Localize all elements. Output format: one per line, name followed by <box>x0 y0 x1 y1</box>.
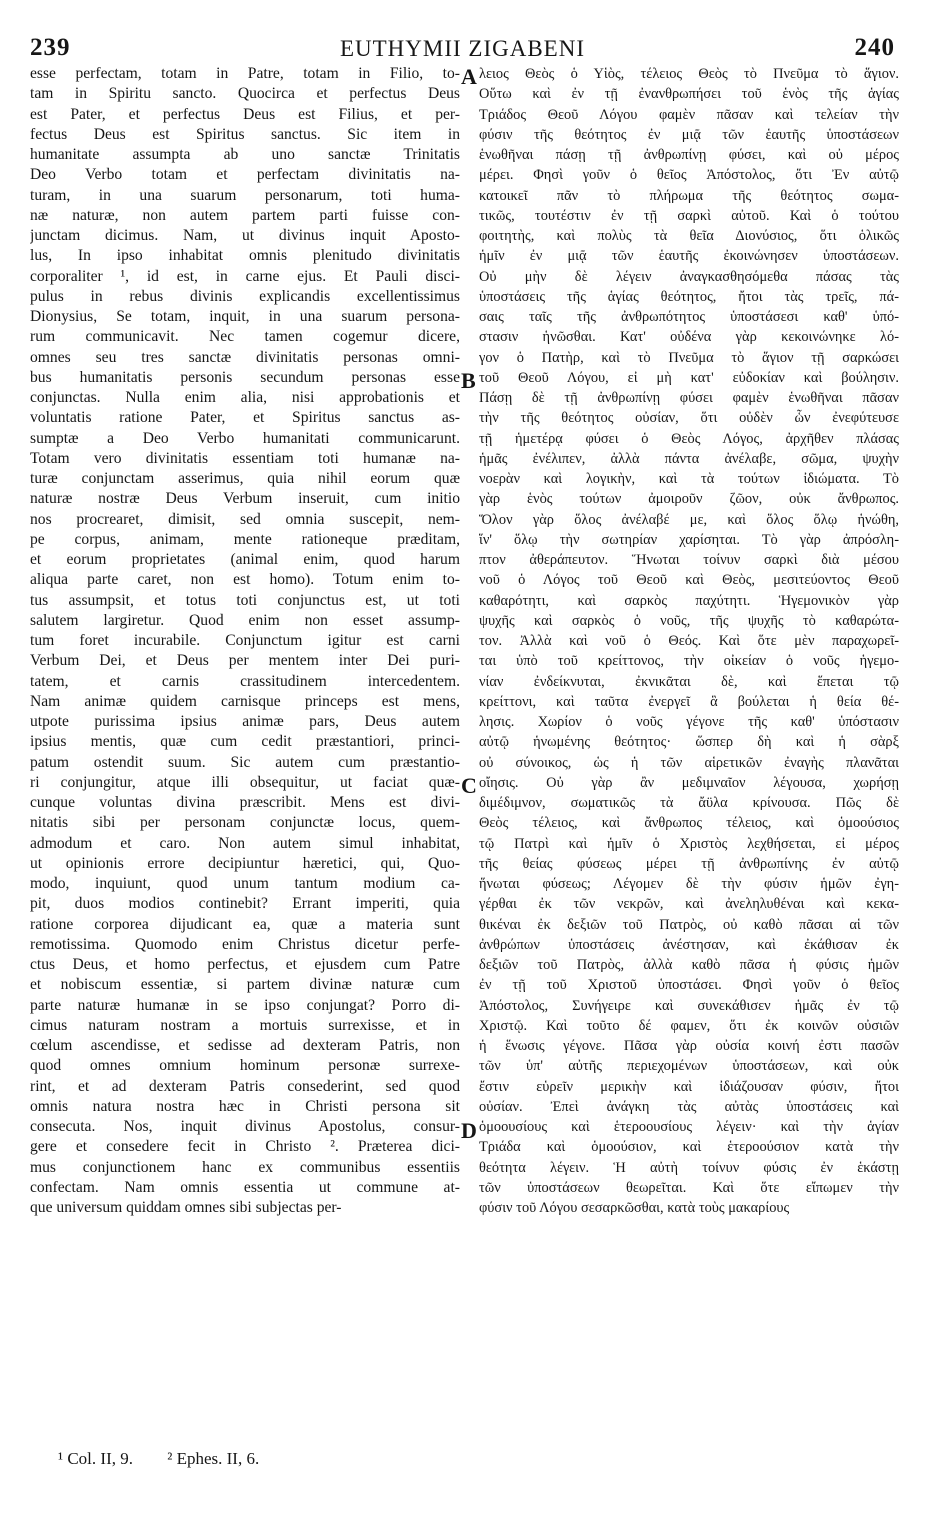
latin-text-line: turæ conjunctam asserimus, quia nihil eorum quæ <box>30 470 460 487</box>
margin-letter-a: A <box>461 64 477 89</box>
latin-text-line: tam in Spiritu sancto. Quocirca et perfectus Deus <box>30 85 460 103</box>
greek-text-line: φοιτητὴς, καὶ πολὺς τὰ θεῖα Διονύσιος, ὅτι ὁλικῶς <box>479 228 899 244</box>
greek-text-line: οὐ σύνοικος, ὡς ἡ τῶν αἱρετικῶν ἐναγὴς πλανᾶται <box>479 754 899 771</box>
latin-text-line: cunque voluntas divina præscribit. Mens est divi- <box>30 794 460 811</box>
greek-text-line: τικῶς, τουτέστιν ἐν τῇ σαρκὶ αὐτοῦ. Καὶ ὁ τούτου <box>479 207 899 224</box>
latin-text-line: tum foret incurabile. Conjunctum igitur est carni <box>30 632 460 649</box>
latin-text-line: Verbum Dei, et Deus per mentem inter Dei puri- <box>30 652 460 670</box>
running-title: EUTHYMII ZIGABENI <box>339 36 586 61</box>
latin-text-line: parte naturæ humanæ in se ipso conjungat? Porro di- <box>30 996 460 1014</box>
latin-text-line: ri conjungitur, atque illi obsequitur, ut faciat quæ- <box>30 773 460 791</box>
greek-text-line: ἡμῖν ἐν μιᾷ τῶν ἑαυτῆς ἐκοινώνησεν ὑποστάσεων. <box>479 248 899 265</box>
greek-text-line: ἔστιν εὑρεῖν μερικὴν καὶ ἰδιάζουσαν φύσιν, ἤτοι <box>479 1078 899 1095</box>
greek-text-line: Ἀπόστολος, Συνήγειρε καὶ συνεκάθισεν ἡμᾶς ἐν τῷ <box>479 997 899 1014</box>
greek-text-line: Ὅλον γὰρ ὅλος ἀνέλαβέ με, καὶ ὅλος ὅλῳ ἡνώθη, <box>479 511 899 528</box>
latin-text-line: remotissima. Quomodo enim Christus dicetur perfe- <box>30 935 460 953</box>
greek-text-line: νίαν ἐνδείκνυται, ἐκνικᾶται δὲ, καὶ ἕπεται τῷ <box>479 673 899 690</box>
latin-text-line: omnis natura nostra hæc in Christi persona sit <box>30 1097 460 1115</box>
greek-text-line: ἐν τῇ τοῦ Χριστοῦ ὑποστάσει. Φησὶ γοῦν ὁ θεῖος <box>479 977 899 994</box>
latin-text-line: que universum quiddam omnes sibi subjectas per- <box>30 1199 342 1216</box>
latin-text-line: utpote purissima ipsius animæ pars, Deus autem <box>30 713 460 730</box>
greek-text-line: τῇ ἡμετέρᾳ φύσει ὁ Θεὸς Λόγος, ἀρχῆθεν πλάσας <box>479 430 899 447</box>
latin-text-line: ipsius mentis, quæ cum cedit præstantiori, princi- <box>30 733 460 751</box>
latin-text-line: junctam dicimus. Nam, ut divinus inquit Aposto- <box>30 227 460 244</box>
latin-text-line: pit, duos modios continebit? Errant imperiti, quia <box>30 895 460 913</box>
latin-text-line: cimus naturam nostram a mortuis surrexisse, et in <box>30 1016 460 1034</box>
latin-text-line: Totam vero divinitatis essentiam toti humanæ na- <box>30 449 460 467</box>
greek-text-line: θικέναι ἐκ δεξιῶν τοῦ Πατρὸς, οὐ καθὸ πᾶσαι αἱ τῶν <box>479 916 899 933</box>
greek-text-line: διμέδιμνον, σωματικῶς τὰ ἄϋλα κρίνουσα. Πῶς δὲ <box>479 795 899 811</box>
latin-text-line: quod omnes omnium hominum personæ surrexe- <box>30 1057 460 1075</box>
latin-text-line: aliqua parte caret, non est homo). Totum enim to- <box>30 571 460 589</box>
latin-text-line: pe corpus, animam, mente rationeque præditam, <box>30 530 460 548</box>
greek-text-line: φύσιν τῆς θεότητος ἐν μιᾷ τῶν ἑαυτῆς ὑποστάσεων <box>479 126 899 143</box>
greek-text-line: γον ὁ Πατὴρ, καὶ τὸ Πνεῦμα τὸ ἅγιον τῇ σαρκώσει <box>479 349 899 366</box>
greek-text-line: τὴν τῆς θεότητος οὐσίαν, ὅτι οὐδὲν ὧν ἐνεφύτευσε <box>479 410 899 427</box>
latin-text-line: lus, In ipso inhabitat omnis plenitudo divinitatis <box>30 247 460 265</box>
greek-text-line: τον. Ἀλλὰ καὶ νοῦ ὁ Θεός. Καὶ ὅτε μὲν παραχωρεῖ- <box>479 633 899 649</box>
margin-letter-d: D <box>461 1118 477 1143</box>
latin-text-line: Deo Verbo totam et perfectam divinitatis na- <box>30 166 460 184</box>
latin-text-line: nitatis sibi per personam conjunctæ locus, quem- <box>30 814 460 832</box>
running-head <box>30 34 895 64</box>
latin-text-line: fectus Deus est Spiritus sanctus. Sic item in <box>30 125 460 143</box>
latin-text-line: corporaliter ¹, id est, in carne ejus. Et Pauli disci- <box>30 267 460 285</box>
greek-text-line: τῶν ὑποστάσεων θεωρεῖται. Καὶ ὅτε εἴπωμεν τὴν <box>479 1179 899 1196</box>
latin-text-line: salutem largiretur. Quod enim non esset assump- <box>30 611 460 629</box>
footnote-2: ² Ephes. II, 6. <box>167 1449 260 1468</box>
latin-text-line: pulus in rebus divinis explicandis excellentissimus <box>30 287 460 305</box>
greek-text-line: Οὕτω καὶ ἐν τῇ ἐνανθρωπήσει τοῦ ἑνὸς τῆς ἁγίας <box>479 86 899 103</box>
latin-text-line: rum communicavit. Nec tamen cogemur dicere, <box>30 328 460 346</box>
latin-text-line: bus humanitatis personis secundum personas esse <box>30 368 460 386</box>
page-number-left: 239 <box>30 34 71 61</box>
greek-text-line: ψυχῆς καὶ σαρκὸς ὁ νοῦς, τῆς ψυχῆς τὸ καθαρώτα- <box>479 612 899 629</box>
latin-text-line: cœlum ascendisse, et sedisse ad dexteram Patris, non <box>30 1037 460 1054</box>
greek-text-line: πτον ἀθεράπευτον. Ἥνωται τοίνυν σαρκὶ διὰ μέσου <box>479 552 899 568</box>
greek-column <box>479 64 899 1218</box>
greek-text-line: ἀνθρώπων ὑποστάσεις ἀνέστησαν, καὶ ἐκάθισαν ἐκ <box>479 936 899 953</box>
greek-text-line: ἡ ἕνωσις γέγονε. Πᾶσα γὰρ οὐσία κοινή ἐστι πασῶν <box>479 1038 899 1054</box>
greek-text-line: στασιν ἡνῶσθαι. Κατ' οὐδένα γὰρ κεκοινώνηκε λό- <box>479 329 899 346</box>
latin-text-line: tatem, et carnis crassitudinem intercedentem. <box>30 672 460 690</box>
greek-text-line: κρείττονι, καὶ ταῦτα ἐνεργεῖ ἃ βούλεται ἡ θεία θέ- <box>479 693 899 710</box>
latin-text-line: sumptæ a Deo Verbo humanitati communicarunt. <box>30 429 460 447</box>
latin-column <box>30 64 460 1218</box>
greek-text-line: νοερὰν καὶ λογικὴν, καὶ τὰ τούτων ἰδιώματα. Τὸ <box>479 471 899 487</box>
greek-text-line: κατοικεῖ πᾶν τὸ πλήρωμα τῆς θεότητος σωμα- <box>479 187 899 204</box>
latin-text-line: naturæ nostræ Deus Verbum inseruit, cum initio <box>30 490 460 508</box>
margin-letter-c: C <box>461 773 477 798</box>
latin-text-line: conjunctas. Nulla enim alia, nisi approbationis et <box>30 389 460 406</box>
greek-text-line: ὁμοουσίους καὶ ἑτεροουσίους λέγειν· καὶ τὴν ἁγίαν <box>479 1119 899 1135</box>
margin-letter-b: B <box>461 368 476 393</box>
latin-text-line: humanitate assumpta ab uno sanctæ Trinitatis <box>30 146 460 163</box>
greek-text-line: σαις ταῖς τῆς ἀνθρωπότητος ὑποστάσεσι καθ' ὑπό- <box>479 309 899 325</box>
greek-text-line: δεξιῶν τοῦ Πατρὸς, ἀλλὰ καθὸ πᾶσα ἡ φύσις ἡμῶν <box>479 957 899 973</box>
greek-text-line: Χριστῷ. Καὶ τοῦτο δέ φαμεν, ὅτι ἐκ κοινῶν οὐσιῶν <box>479 1017 899 1034</box>
latin-text-line: est Pater, et perfectus Deus est Filius, et per- <box>30 105 460 123</box>
greek-text-line: οἴησις. Οὐ γὰρ ἂν μεδιμναῖον λέγουσα, χωρήσῃ <box>479 774 899 791</box>
latin-text-line: næ naturæ, non autem partem parti fuisse con- <box>30 206 460 224</box>
greek-text-line: Θεὸς τέλειος, καὶ ἄνθρωπος τέλειος, καὶ ὁμοούσιος <box>479 815 899 832</box>
greek-text-line: ἡμᾶς ἐνέλιπεν, ἀλλὰ πάντα ἀνέλαβε, σῶμα, ψυχὴν <box>479 450 899 467</box>
latin-text-line: et eorum proprietates (animal enim, quod harum <box>30 551 460 568</box>
greek-text-line: τῆς θείας φύσεως μέρει τῇ ἀνθρωπίνης ἐν αὐτῷ <box>479 855 899 872</box>
greek-text-line: γέρθαι ἐκ τῶν νεκρῶν, καὶ ἀνεληλυθέναι καὶ κεκα- <box>479 896 899 913</box>
greek-text-line: λησις. Χωρίον ὁ νοῦς γέγονε τῆς καθ' ὑπόστασιν <box>479 714 899 730</box>
greek-text-line: ται ὑπὸ τοῦ κρείττονος, τὴν οἰκείαν ὁ νοῦς ἡγεμο- <box>479 653 899 670</box>
greek-text-line: γὰρ ἑνὸς τούτων ἀμοιροῦν ζῶον, οὐκ ἄνθρωπος. <box>479 491 899 508</box>
latin-text-line: esse perfectam, totam in Patre, totam in Filio, to- <box>30 65 460 82</box>
greek-text-line: ἑνωθῆναι πάσῃ τῇ ἀνθρωπίνῃ φύσει, καὶ οὐ μέρος <box>479 147 899 163</box>
page-number-right: 240 <box>854 34 895 61</box>
latin-text-line: modo, inquiunt, quod unum tantum modium ca- <box>30 875 460 892</box>
latin-text-line: nos procrearet, dimisit, sed omnia suscepit, nem- <box>30 510 460 528</box>
latin-text-line: omnes seu tres sanctæ divinitatis personas omni- <box>30 348 460 366</box>
latin-text-line: consecuta. Nos, inquit divinus Apostolus, consur- <box>30 1118 460 1135</box>
greek-text-line: ἵν' ὅλῳ τὴν σωτηρίαν χαρίσηται. Τὸ γὰρ ἀπρόσλη- <box>479 531 899 548</box>
greek-text-line: φύσιν τοῦ Λόγου σεσαρκῶσθαι, κατὰ τοὺς μακαρίους <box>479 1200 790 1216</box>
greek-text-line: ὑποστάσεις τῆς ἁγίας θεότητος, ἤτοι τὰς τρεῖς, πά- <box>479 288 899 305</box>
greek-text-line: Πάσῃ δὲ τῇ ἀνθρωπίνῃ φύσει φαμὲν ἑνωθῆναι πᾶσαν <box>479 390 899 406</box>
latin-text-line: mus conjunctionem hanc ex communibus essentiis <box>30 1158 460 1176</box>
greek-text-line: τοῦ Θεοῦ Λόγου, εἰ μὴ κατ' εὐδοκίαν καὶ βούλησιν. <box>479 369 899 386</box>
greek-text-line: αὐτῷ ἡνωμένης θεότητος· ὥσπερ δὴ καὶ ἡ σὰρξ <box>479 734 899 751</box>
greek-text-line: νοῦ ὁ Λόγος τοῦ Θεοῦ καὶ Θεὸς, μεσιτεύοντος Θεοῦ <box>479 572 899 589</box>
latin-text-line: Dionysius, Se totam, inquit, in una suarum persona- <box>30 308 460 325</box>
greek-text-line: ἥνωται φύσεως; Λέγομεν δὲ τὴν φύσιν ἡμῶν ἐγη- <box>479 876 899 892</box>
latin-text-line: confectam. Nam omnis essentia ut commune at- <box>30 1178 460 1196</box>
latin-text-line: tus assumpsit, et totus toti conjunctus est, ut toti <box>30 591 460 609</box>
latin-text-line: ut opinionis errore decipiuntur hæretici, qui, Quo- <box>30 854 460 872</box>
latin-text-line: admodum et caro. Non autem simul inhabitat, <box>30 834 460 852</box>
greek-text-line: λειος Θεὸς ὁ Υἱὸς, τέλειος Θεὸς τὸ Πνεῦμα τὸ ἅγιον. <box>479 66 899 82</box>
latin-text-line: voluntatis ratione Pater, et Spiritus sanctus as- <box>30 409 460 427</box>
greek-text-line: Οὐ μὴν δὲ λέγειν ἀναγκασθησόμεθα πάσας τὰς <box>479 268 899 285</box>
greek-text-line: τῶν ὑπ' αὐτῆς περιεχομένων ὑποστάσεων, καὶ οὐκ <box>479 1058 899 1075</box>
greek-text-line: Τριάδος Θεοῦ Λόγου φαμὲν πᾶσαν καὶ τελείαν τὴν <box>479 106 899 123</box>
footnote-1: ¹ Col. II, 9. <box>58 1449 133 1468</box>
latin-text-line: Nam animæ quidem carnisque princeps est mens, <box>30 692 460 710</box>
greek-text-line: θεότητα λέγειν. Ἡ αὐτὴ τοίνυν φύσις ἐν ἑκάστῃ <box>479 1159 899 1176</box>
latin-text-line: patum ostendit suum. Sic autem cum præstantio- <box>30 753 460 771</box>
greek-text-line: Τριάδα καὶ ὁμοούσιον, καὶ ἑτεροούσιον κατὰ τὴν <box>479 1139 899 1156</box>
greek-text-line: μέρει. Φησὶ γοῦν ὁ θεῖος Ἀπόστολος, ὅτι Ἐν αὐτῷ <box>479 167 899 184</box>
latin-text-line: rint, et ad dexteram Patris consederint, sed quod <box>30 1077 460 1095</box>
latin-text-line: ctus Deus, et homo perfectus, et ejusdem cum Patre <box>30 956 460 973</box>
latin-text-line: gere et consedere fecit in Christo ². Præterea dici- <box>30 1138 460 1156</box>
greek-text-line: τῷ Πατρὶ καὶ ἡμῖν ὁ Χριστὸς λεχθήσεται, εἰ μέρος <box>479 835 899 852</box>
latin-text-line: ratione corporea dijudicant ea, quæ a materia sunt <box>30 915 460 933</box>
latin-text-line: turam, in una suarum personarum, toti huma- <box>30 186 460 204</box>
latin-text-line: et nobiscum essentiæ, si partem divinæ naturæ cum <box>30 976 460 994</box>
footnotes <box>58 1449 289 1469</box>
greek-text-line: καθαρότητι, καὶ σαρκὸς παχύτητι. Ἡγεμονικὸν γὰρ <box>479 592 899 609</box>
greek-text-line: οὐσίαν. Ἐπεὶ ἀνάγκη τὰς αὐτὰς ὑποστάσεις καὶ <box>479 1098 899 1115</box>
